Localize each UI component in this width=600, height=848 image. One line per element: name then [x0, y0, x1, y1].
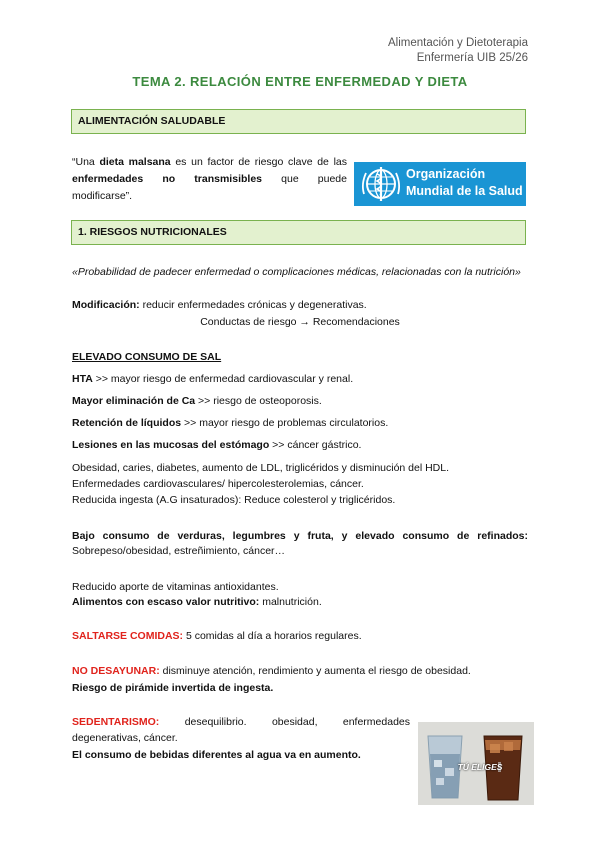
sedentarismo-paragraph: SEDENTARISMO: desequilibrio. obesidad, enfermedades degenerativas, cáncer.: [72, 716, 410, 744]
sal-heading: ELEVADO CONSUMO DE SAL: [72, 351, 222, 363]
conductas-line: Conductas de riesgo → Recomendaciones: [200, 316, 400, 328]
who-logo-line2: Mundial de la Salud: [406, 184, 523, 198]
risk-definition: «Probabilidad de padecer enfermedad o complicaciones médicas, relacionadas con la nutrición»: [72, 266, 521, 278]
who-logo: [354, 162, 526, 206]
saltarse-comidas-line: SALTARSE COMIDAS: 5 comidas al día a horarios regulares.: [72, 630, 362, 642]
sal-item-calcio: Mayor eliminación de Ca >> riesgo de osteoporosis.: [72, 395, 322, 407]
grasas-paragraph: Obesidad, caries, diabetes, aumento de LDL, triglicéridos y disminución del HDL. Enfermedades cardiovasculares/ hipercolesterolemias, cáncer. Reducida ingesta (A.G insaturados): Reduce colesterol y triglicéridos.: [72, 462, 450, 506]
sal-item-mucosas: Lesiones en las mucosas del estómago >> cáncer gástrico.: [72, 439, 362, 451]
bebidas-line: El consumo de bebidas diferentes al agua va en aumento.: [72, 749, 361, 761]
water-vs-cola-photo: [418, 722, 534, 805]
document-header: [388, 36, 528, 66]
vitaminas-paragraph: Reducido aporte de vitaminas antioxidantes. Alimentos con escaso valor nutritivo: malnutrición.: [72, 581, 322, 608]
sal-item-hta: HTA >> mayor riesgo de enfermedad cardiovascular y renal.: [72, 373, 354, 385]
section-heading-alimentacion: ALIMENTACIÓN SALUDABLE: [71, 109, 526, 134]
who-emblem-icon: [358, 162, 404, 206]
verduras-paragraph: Bajo consumo de verduras, legumbres y fruta, y elevado consumo de refinados: Sobrepeso/obesidad, estreñimiento, cáncer…: [72, 530, 528, 557]
course-program: Enfermería UIB 25/26: [416, 52, 528, 64]
page-title: TEMA 2. RELACIÓN ENTRE ENFERMEDAD Y DIETA: [132, 74, 468, 89]
photo-label: TÚ ELIGES: [457, 762, 503, 772]
course-name: Alimentación y Dietoterapia: [388, 37, 528, 49]
modification-line: Modificación: reducir enfermedades crónicas y degenerativas.: [72, 299, 367, 311]
who-quote: “Una dieta malsana es un factor de riesgo clave de las enfermedades no transmisibles que puede modificarse”.: [72, 156, 347, 202]
section-heading-riesgos: 1. RIESGOS NUTRICIONALES: [71, 220, 526, 245]
sal-item-liquidos: Retención de líquidos >> mayor riesgo de problemas circulatorios.: [72, 417, 389, 429]
who-logo-line1: Organización: [406, 167, 486, 181]
no-desayunar-paragraph: NO DESAYUNAR: disminuye atención, rendimiento y aumenta el riesgo de obesidad. Riesgo de pirámide invertida de ingesta.: [72, 665, 471, 694]
